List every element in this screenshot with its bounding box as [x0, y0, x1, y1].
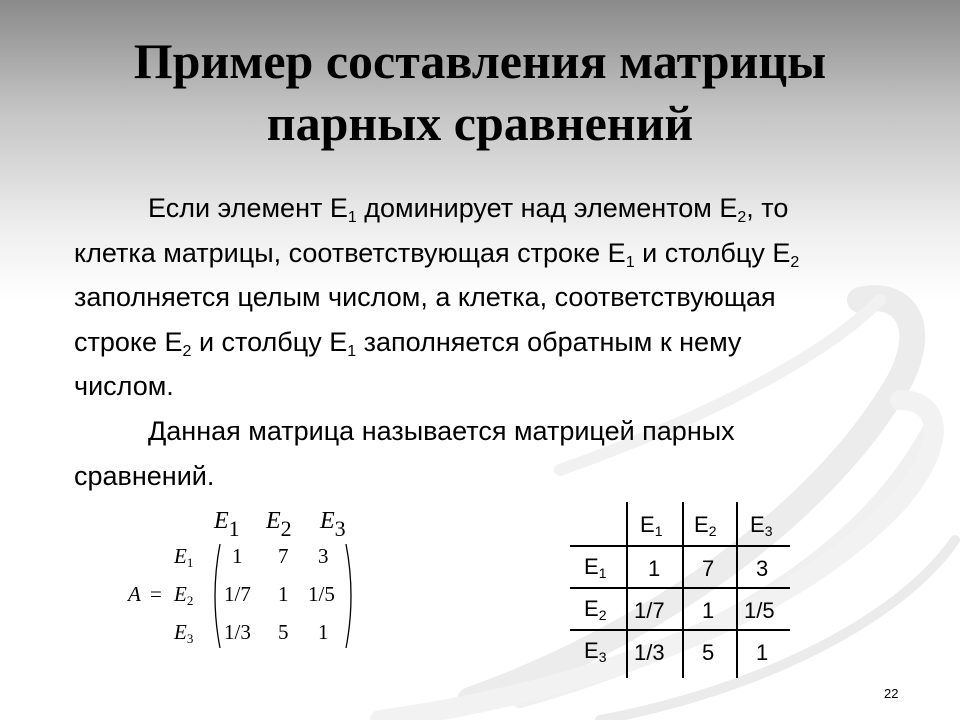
subscript: 3	[334, 516, 346, 541]
table-cell: 5	[702, 640, 715, 665]
table-cell: 1/3	[634, 640, 665, 665]
text-fragment: , то	[746, 193, 789, 223]
letter: E	[584, 596, 599, 621]
slide-title	[0, 30, 960, 154]
matrix-col-header	[214, 508, 240, 541]
matrix-col-header	[320, 508, 346, 541]
text-fragment: Данная матрица называется матрицей парных	[148, 415, 735, 446]
subscript: 3	[186, 631, 194, 646]
matrix-row-header	[174, 620, 193, 645]
subscript: 2	[737, 209, 747, 226]
text-fragment: числом.	[74, 371, 174, 402]
letter: E	[584, 638, 599, 663]
letter: E	[640, 512, 655, 537]
letter: E	[584, 554, 599, 579]
table-col-header	[750, 512, 772, 538]
table-cell: 1/5	[744, 598, 775, 623]
text-fragment: Если элемент Е	[148, 193, 348, 223]
title-line-1: Пример составления матрицы	[133, 33, 827, 89]
matrix-cell: 1	[278, 582, 289, 606]
subscript: 1	[186, 555, 194, 570]
subscript: 2	[280, 516, 292, 541]
table-row-header	[584, 554, 606, 580]
matrix-cell: 1/3	[224, 620, 251, 644]
table-cell: 1	[702, 598, 715, 623]
matrix-cell: 1/7	[224, 582, 251, 606]
table-cell: 1/7	[634, 598, 665, 623]
table-cell: 1	[756, 640, 769, 665]
table-row-header	[584, 638, 606, 664]
matrix-cell: 7	[278, 544, 289, 568]
letter: E	[214, 508, 229, 534]
text-fragment: сравнений.	[74, 460, 215, 491]
table-divider	[570, 587, 790, 589]
letter: E	[266, 508, 281, 534]
table-cell: 1	[648, 556, 661, 581]
subscript: 1	[654, 523, 663, 539]
matrix-equation	[118, 504, 368, 654]
table-row-header	[584, 596, 606, 622]
subscript: 1	[347, 209, 357, 226]
text-fragment: заполняется обратным к нему	[356, 326, 742, 357]
text-fragment: заполняется целым числом, а клетка, соответствующая	[74, 282, 776, 313]
table-cell: 7	[702, 556, 715, 581]
subscript: 1	[228, 516, 240, 541]
subscript: 3	[764, 523, 773, 539]
letter: E	[174, 544, 187, 568]
matrix-name: A	[128, 582, 141, 606]
title-line-2: парных сравнений	[266, 95, 694, 151]
matrix-cell: 1	[318, 620, 329, 644]
letter: E	[174, 582, 187, 606]
text-fragment: доминирует над элементом Е	[356, 193, 738, 223]
table-col-header	[640, 512, 662, 538]
text-fragment: клетка матрицы, соответствующая строке Е	[74, 237, 626, 268]
matrix-row-header	[174, 544, 193, 569]
subscript: 2	[182, 342, 192, 360]
subscript: 1	[598, 565, 607, 581]
table-col-header	[694, 512, 716, 538]
body-text	[74, 186, 874, 498]
table-divider	[682, 502, 684, 678]
letter: E	[320, 508, 335, 534]
paragraph-1	[74, 186, 874, 409]
subscript: 2	[186, 593, 194, 608]
letter: E	[174, 620, 187, 644]
page-number: 22	[884, 686, 899, 701]
subscript: 2	[708, 523, 717, 539]
matrix-cell: 1	[232, 544, 243, 568]
subscript: 1	[347, 342, 357, 360]
table-divider	[570, 545, 790, 547]
text-fragment: и столбцу Е	[191, 326, 348, 357]
text-fragment: строке Е	[74, 326, 183, 357]
subscript: 2	[598, 607, 607, 623]
paragraph-2	[74, 409, 874, 498]
table-cell: 3	[756, 556, 769, 581]
subscript: 1	[625, 253, 635, 271]
equals-sign: =	[150, 582, 162, 606]
matrix-col-header	[266, 508, 292, 541]
table-divider	[736, 502, 738, 678]
subscript: 3	[598, 649, 607, 665]
matrix-cell: 5	[278, 620, 289, 644]
matrix-row-header	[174, 582, 193, 607]
table-divider	[570, 629, 790, 631]
matrix-cell: 3	[318, 544, 329, 568]
table-divider	[626, 502, 628, 678]
letter: E	[694, 512, 709, 537]
text-fragment: и столбцу Е	[634, 237, 791, 268]
subscript: 2	[790, 253, 800, 271]
matrix-cell: 1/5	[308, 582, 335, 606]
letter: E	[750, 512, 765, 537]
